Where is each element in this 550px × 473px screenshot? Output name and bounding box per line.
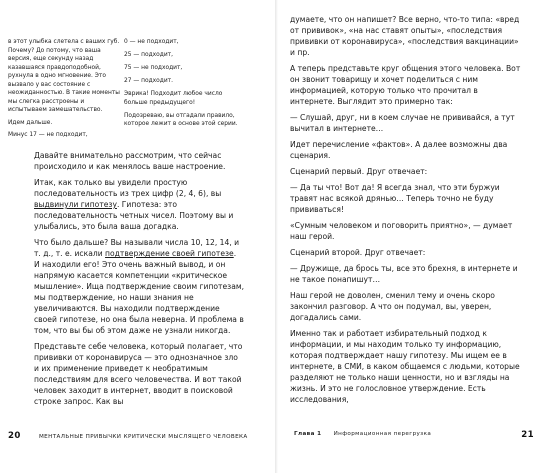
running-title: МЕНТАЛЬНЫЕ ПРИВЫЧКИ КРИТИЧЕСКИ МЫСЛЯЩЕГО ЧЕЛОВЕКА: [38, 434, 248, 440]
aside-item: 27 — подходит.: [124, 78, 173, 84]
left-footer: [8, 431, 248, 441]
aside-item: 75 — не подходит,: [124, 65, 183, 71]
body-paragraph: Наш герой не доволен, сменил тему и очень скоро закончил разговор. А что он подумал, вы, уверен, догадались сами.: [290, 291, 495, 322]
body-paragraph: [34, 177, 244, 232]
body-paragraph: думаете, что он напишет? Все верно, что-то типа: «вред от прививок», «на нас ставят опыты», «последствия прививки от коронавируса», «последствия вакцинации» и пр.: [290, 15, 520, 57]
body-paragraph: Сценарий первый. Друг отвечает:: [290, 167, 428, 176]
body-paragraph: Давайте внимательно рассмотрим, что сейчас происходило и как менялось ваше настроение.: [34, 151, 226, 171]
aside-item: 0 — не подходит,: [124, 39, 179, 45]
chapter-title: Информационная перегрузка: [333, 431, 432, 437]
sidebar-paragraph: в этот улыбка слетела с ваших губ. Почему? До потому, что ваша версия, еще секунду назад казавшаяся правдоподобной, рухнула в одно мгновение. Это вызвало у вас состояние с неожиданностью. В такие моменты мы слегка расстроены и испытываем замешательство.: [8, 39, 120, 113]
aside-number-list: [124, 38, 242, 133]
underlined-term: выдвинули гипотезу: [34, 200, 117, 209]
paragraph-text: Что было дальше? Вы называли числа 10, 12, 14, и т. д., т. е. искали: [34, 238, 240, 258]
left-sidebar-text: [8, 38, 120, 142]
body-paragraph: А теперь представьте круг общения этого человека. Вот он звонит товарищу и хочет поделиться с ним информацией, которую только что прочитал в интернете. Выглядит это примерно так:: [290, 64, 521, 106]
body-paragraph: Представьте себе человека, который полагает, что прививки от коронавируса — это однозначное зло и их применение приведет к необратимым последствиям для всего человечества. И вот такой человек заходит в интернет, вводит в поисковой строке запрос. Как вы: [34, 342, 243, 406]
sidebar-paragraph: Идем дальше.: [8, 119, 53, 126]
dialogue-line: — Дружище, да брось ты, все это брехня, в интернете и не такое понапишут…: [290, 264, 518, 284]
body-paragraph: Сценарий второй. Друг отвечает:: [290, 248, 426, 257]
body-paragraph: [34, 237, 244, 336]
chapter-label: Глава 1: [294, 431, 322, 437]
dialogue-line: — Слушай, друг, ни в коем случае не прививайся, а тут вычитал в интернете…: [290, 113, 515, 133]
aside-item: 25 — подходит,: [124, 52, 173, 58]
paragraph-text: Итак, как только вы увидели простую последовательность из трех цифр (2, 4, 6), вы: [34, 178, 222, 198]
underlined-term: подтверждение своей гипотезе: [105, 249, 234, 258]
page-number: 20: [8, 431, 21, 441]
body-paragraph: Именно так и работает избирательный подход к информации, и мы находим только ту информацию, которая подтверждает нашу гипотезу. Мы ищем ее в интернете, в СМИ, в каком общаемся с людьми, которые разделяют не только наши ценности, но и взгляды на жизнь. И это не голословное утверждение. Есть исследования,: [290, 329, 520, 404]
dialogue-line: — Да ты что! Вот да! Я всегда знал, что эти буржуи травят нас всякой дрянью… Теперь точно не буду прививаться!: [290, 183, 500, 214]
body-paragraph: «Сумным человеком и поговорить приятно», — думает наш герой.: [290, 221, 513, 241]
right-main-text: [290, 14, 524, 410]
page-number: 21: [521, 430, 534, 440]
aside-rule: Подозреваю, вы отгадали правило, которое лежит в основе этой серии.: [124, 112, 238, 127]
body-paragraph: Идет перечисление «фактов». А далее возможны два сценария.: [290, 140, 508, 160]
paragraph-text: . Гипотеза: это последовательность четных чисел. Поэтому вы и улыбались, это была ваша догадка.: [34, 200, 234, 231]
sidebar-exercise-line: Минус 17 — не подходит,: [8, 132, 88, 138]
right-footer: [294, 430, 534, 440]
paragraph-text: . И находили его! Это очень важный вывод, и он напрямую касается компетенции «критическое мышление». Ища подтверждение своим гипотезам, мы подтверждение, но наши знания не увеличиваются. Вы находили подтверждение своей гипотезе, но она была неверна. И проблема в том, что вы бы об этом даже не узнали никогда.: [34, 249, 244, 335]
right-page: [278, 0, 550, 473]
left-main-text: [34, 150, 244, 412]
aside-eureka: Эврика! Подходит любое число больше предыдущего!: [124, 91, 223, 106]
